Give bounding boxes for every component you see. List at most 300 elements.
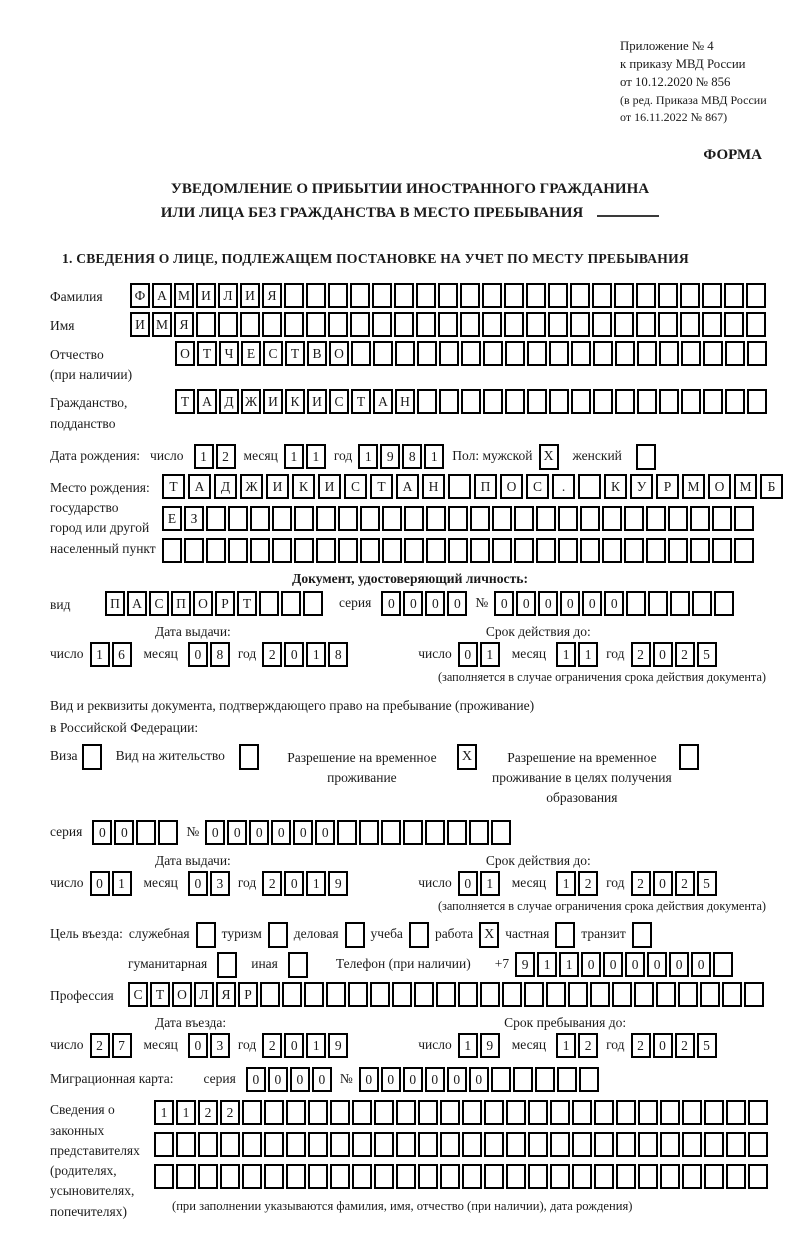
char-cell[interactable]: 0 xyxy=(582,591,602,616)
char-cell[interactable] xyxy=(439,389,459,414)
char-cell[interactable]: 0 xyxy=(284,1033,304,1058)
char-cell[interactable] xyxy=(660,1164,680,1189)
char-cell[interactable]: П xyxy=(474,474,497,499)
char-cell[interactable] xyxy=(483,341,503,366)
temp-residence-checkbox[interactable]: X xyxy=(457,744,477,770)
char-cell[interactable]: П xyxy=(171,591,191,616)
char-cell[interactable] xyxy=(326,982,346,1007)
char-cell[interactable] xyxy=(658,283,678,308)
char-cell[interactable] xyxy=(350,312,370,337)
char-cell[interactable] xyxy=(692,591,712,616)
char-cell[interactable]: 1 xyxy=(176,1100,196,1125)
char-cell[interactable]: . xyxy=(552,474,575,499)
char-cell[interactable]: И xyxy=(240,283,260,308)
char-cell[interactable] xyxy=(351,341,371,366)
char-cell[interactable] xyxy=(725,389,745,414)
char-cell[interactable]: 9 xyxy=(480,1033,500,1058)
purpose-official-checkbox[interactable] xyxy=(196,922,216,948)
char-cell[interactable] xyxy=(682,1132,702,1157)
char-cell[interactable]: С xyxy=(128,982,148,1007)
char-cell[interactable] xyxy=(272,538,292,563)
char-cell[interactable] xyxy=(491,820,511,845)
char-cell[interactable] xyxy=(484,1100,504,1125)
char-cell[interactable]: 0 xyxy=(625,952,645,977)
char-cell[interactable]: Т xyxy=(197,341,217,366)
char-cell[interactable]: С xyxy=(526,474,549,499)
char-cell[interactable] xyxy=(578,474,601,499)
char-cell[interactable] xyxy=(338,538,358,563)
char-cell[interactable] xyxy=(592,283,612,308)
char-cell[interactable]: 0 xyxy=(92,820,112,845)
char-cell[interactable] xyxy=(264,1132,284,1157)
char-cell[interactable]: 0 xyxy=(425,1067,445,1092)
char-cell[interactable] xyxy=(417,341,437,366)
char-cell[interactable]: 0 xyxy=(268,1067,288,1092)
char-cell[interactable] xyxy=(308,1100,328,1125)
char-cell[interactable] xyxy=(286,1164,306,1189)
char-cell[interactable]: 2 xyxy=(578,871,598,896)
char-cell[interactable] xyxy=(303,591,323,616)
char-cell[interactable]: А xyxy=(152,283,172,308)
char-cell[interactable] xyxy=(572,1132,592,1157)
char-cell[interactable] xyxy=(483,389,503,414)
char-cell[interactable]: 7 xyxy=(112,1033,132,1058)
char-cell[interactable]: 9 xyxy=(515,952,535,977)
char-cell[interactable] xyxy=(228,506,248,531)
char-cell[interactable]: А xyxy=(396,474,419,499)
char-cell[interactable] xyxy=(206,538,226,563)
purpose-other-checkbox[interactable] xyxy=(288,952,308,978)
char-cell[interactable] xyxy=(184,538,204,563)
char-cell[interactable] xyxy=(548,312,568,337)
char-cell[interactable]: И xyxy=(196,283,216,308)
char-cell[interactable] xyxy=(394,283,414,308)
char-cell[interactable]: В xyxy=(307,341,327,366)
char-cell[interactable] xyxy=(571,389,591,414)
char-cell[interactable]: Н xyxy=(422,474,445,499)
char-cell[interactable] xyxy=(372,283,392,308)
char-cell[interactable] xyxy=(748,1132,768,1157)
char-cell[interactable] xyxy=(724,312,744,337)
char-cell[interactable] xyxy=(438,312,458,337)
char-cell[interactable] xyxy=(594,1164,614,1189)
char-cell[interactable]: 2 xyxy=(262,642,282,667)
char-cell[interactable] xyxy=(198,1164,218,1189)
char-cell[interactable] xyxy=(374,1164,394,1189)
char-cell[interactable]: И xyxy=(307,389,327,414)
char-cell[interactable] xyxy=(746,283,766,308)
char-cell[interactable] xyxy=(328,283,348,308)
char-cell[interactable] xyxy=(250,506,270,531)
char-cell[interactable] xyxy=(286,1132,306,1157)
char-cell[interactable] xyxy=(458,982,478,1007)
char-cell[interactable] xyxy=(392,982,412,1007)
char-cell[interactable] xyxy=(502,982,522,1007)
char-cell[interactable]: Е xyxy=(241,341,261,366)
purpose-transit-checkbox[interactable] xyxy=(632,922,652,948)
char-cell[interactable]: 0 xyxy=(447,1067,467,1092)
char-cell[interactable] xyxy=(702,312,722,337)
char-cell[interactable]: 0 xyxy=(205,820,225,845)
char-cell[interactable]: Я xyxy=(262,283,282,308)
char-cell[interactable]: 2 xyxy=(216,444,236,469)
char-cell[interactable] xyxy=(330,1100,350,1125)
char-cell[interactable] xyxy=(158,820,178,845)
char-cell[interactable] xyxy=(492,506,512,531)
char-cell[interactable]: 1 xyxy=(306,444,326,469)
char-cell[interactable] xyxy=(461,389,481,414)
char-cell[interactable] xyxy=(404,506,424,531)
char-cell[interactable] xyxy=(176,1132,196,1157)
char-cell[interactable] xyxy=(506,1100,526,1125)
char-cell[interactable] xyxy=(638,1132,658,1157)
char-cell[interactable] xyxy=(747,389,767,414)
char-cell[interactable] xyxy=(154,1164,174,1189)
char-cell[interactable]: 0 xyxy=(249,820,269,845)
char-cell[interactable] xyxy=(382,538,402,563)
char-cell[interactable] xyxy=(440,1164,460,1189)
char-cell[interactable]: К xyxy=(292,474,315,499)
char-cell[interactable]: 2 xyxy=(631,871,651,896)
char-cell[interactable] xyxy=(535,1067,555,1092)
char-cell[interactable]: 2 xyxy=(220,1100,240,1125)
char-cell[interactable] xyxy=(682,1164,702,1189)
char-cell[interactable] xyxy=(372,312,392,337)
char-cell[interactable] xyxy=(491,1067,511,1092)
char-cell[interactable]: 0 xyxy=(114,820,134,845)
char-cell[interactable]: Т xyxy=(237,591,257,616)
char-cell[interactable] xyxy=(482,283,502,308)
char-cell[interactable]: 5 xyxy=(697,1033,717,1058)
char-cell[interactable] xyxy=(514,538,534,563)
char-cell[interactable]: 0 xyxy=(669,952,689,977)
char-cell[interactable] xyxy=(636,283,656,308)
char-cell[interactable] xyxy=(602,538,622,563)
char-cell[interactable] xyxy=(220,1132,240,1157)
char-cell[interactable]: Л xyxy=(194,982,214,1007)
char-cell[interactable] xyxy=(416,283,436,308)
char-cell[interactable] xyxy=(615,389,635,414)
char-cell[interactable] xyxy=(690,538,710,563)
char-cell[interactable]: Т xyxy=(370,474,393,499)
char-cell[interactable]: 1 xyxy=(458,1033,478,1058)
char-cell[interactable] xyxy=(624,506,644,531)
char-cell[interactable]: М xyxy=(174,283,194,308)
char-cell[interactable]: 8 xyxy=(210,642,230,667)
char-cell[interactable]: 1 xyxy=(424,444,444,469)
char-cell[interactable]: С xyxy=(344,474,367,499)
char-cell[interactable] xyxy=(557,1067,577,1092)
char-cell[interactable] xyxy=(382,506,402,531)
purpose-business-checkbox[interactable] xyxy=(345,922,365,948)
char-cell[interactable]: О xyxy=(193,591,213,616)
char-cell[interactable]: 0 xyxy=(312,1067,332,1092)
char-cell[interactable]: 1 xyxy=(559,952,579,977)
char-cell[interactable]: М xyxy=(152,312,172,337)
char-cell[interactable]: 0 xyxy=(653,642,673,667)
char-cell[interactable] xyxy=(646,506,666,531)
char-cell[interactable]: 0 xyxy=(538,591,558,616)
char-cell[interactable] xyxy=(528,1164,548,1189)
char-cell[interactable] xyxy=(571,341,591,366)
char-cell[interactable]: О xyxy=(175,341,195,366)
char-cell[interactable] xyxy=(712,538,732,563)
char-cell[interactable]: Б xyxy=(760,474,783,499)
char-cell[interactable]: Ж xyxy=(241,389,261,414)
char-cell[interactable]: 6 xyxy=(112,642,132,667)
char-cell[interactable] xyxy=(549,389,569,414)
char-cell[interactable]: 3 xyxy=(210,1033,230,1058)
char-cell[interactable]: 1 xyxy=(306,642,326,667)
char-cell[interactable] xyxy=(425,820,445,845)
char-cell[interactable]: Д xyxy=(214,474,237,499)
char-cell[interactable] xyxy=(550,1164,570,1189)
char-cell[interactable] xyxy=(550,1132,570,1157)
char-cell[interactable] xyxy=(570,283,590,308)
char-cell[interactable] xyxy=(678,982,698,1007)
visa-checkbox[interactable] xyxy=(82,744,102,770)
char-cell[interactable] xyxy=(370,982,390,1007)
char-cell[interactable]: Ф xyxy=(130,283,150,308)
char-cell[interactable] xyxy=(602,506,622,531)
char-cell[interactable]: 3 xyxy=(210,871,230,896)
char-cell[interactable] xyxy=(418,1132,438,1157)
char-cell[interactable] xyxy=(526,312,546,337)
char-cell[interactable] xyxy=(308,1132,328,1157)
char-cell[interactable]: 1 xyxy=(194,444,214,469)
char-cell[interactable] xyxy=(284,312,304,337)
char-cell[interactable] xyxy=(242,1164,262,1189)
char-cell[interactable]: 0 xyxy=(271,820,291,845)
char-cell[interactable] xyxy=(360,506,380,531)
char-cell[interactable] xyxy=(744,982,764,1007)
char-cell[interactable] xyxy=(726,1132,746,1157)
char-cell[interactable] xyxy=(638,1164,658,1189)
char-cell[interactable]: Т xyxy=(285,341,305,366)
char-cell[interactable]: 1 xyxy=(480,642,500,667)
char-cell[interactable]: 0 xyxy=(458,871,478,896)
char-cell[interactable] xyxy=(448,474,471,499)
char-cell[interactable] xyxy=(726,1100,746,1125)
char-cell[interactable]: О xyxy=(329,341,349,366)
char-cell[interactable] xyxy=(438,283,458,308)
char-cell[interactable] xyxy=(668,538,688,563)
char-cell[interactable]: З xyxy=(184,506,204,531)
char-cell[interactable] xyxy=(659,389,679,414)
char-cell[interactable] xyxy=(304,982,324,1007)
char-cell[interactable]: 0 xyxy=(90,871,110,896)
char-cell[interactable] xyxy=(725,341,745,366)
char-cell[interactable]: Т xyxy=(162,474,185,499)
char-cell[interactable] xyxy=(580,538,600,563)
char-cell[interactable] xyxy=(426,538,446,563)
char-cell[interactable] xyxy=(659,341,679,366)
char-cell[interactable]: 8 xyxy=(328,642,348,667)
purpose-study-checkbox[interactable] xyxy=(409,922,429,948)
char-cell[interactable] xyxy=(281,591,301,616)
char-cell[interactable]: 9 xyxy=(380,444,400,469)
char-cell[interactable]: 0 xyxy=(188,642,208,667)
char-cell[interactable] xyxy=(734,538,754,563)
char-cell[interactable] xyxy=(656,982,676,1007)
char-cell[interactable]: М xyxy=(682,474,705,499)
char-cell[interactable] xyxy=(348,982,368,1007)
char-cell[interactable]: 0 xyxy=(403,591,423,616)
char-cell[interactable] xyxy=(373,341,393,366)
char-cell[interactable] xyxy=(722,982,742,1007)
char-cell[interactable]: К xyxy=(604,474,627,499)
char-cell[interactable] xyxy=(594,1132,614,1157)
char-cell[interactable] xyxy=(572,1164,592,1189)
char-cell[interactable] xyxy=(484,1164,504,1189)
char-cell[interactable] xyxy=(524,982,544,1007)
char-cell[interactable]: Т xyxy=(351,389,371,414)
char-cell[interactable]: 5 xyxy=(697,871,717,896)
char-cell[interactable] xyxy=(558,538,578,563)
char-cell[interactable]: С xyxy=(149,591,169,616)
char-cell[interactable] xyxy=(350,283,370,308)
char-cell[interactable]: 0 xyxy=(647,952,667,977)
char-cell[interactable]: 2 xyxy=(675,871,695,896)
char-cell[interactable] xyxy=(549,341,569,366)
char-cell[interactable]: И xyxy=(263,389,283,414)
char-cell[interactable] xyxy=(360,538,380,563)
char-cell[interactable] xyxy=(746,312,766,337)
char-cell[interactable] xyxy=(436,982,456,1007)
char-cell[interactable] xyxy=(593,341,613,366)
char-cell[interactable] xyxy=(616,1132,636,1157)
char-cell[interactable] xyxy=(690,506,710,531)
char-cell[interactable]: Д xyxy=(219,389,239,414)
char-cell[interactable] xyxy=(460,312,480,337)
char-cell[interactable]: 2 xyxy=(675,1033,695,1058)
char-cell[interactable]: Ж xyxy=(240,474,263,499)
char-cell[interactable] xyxy=(448,506,468,531)
char-cell[interactable]: 8 xyxy=(402,444,422,469)
char-cell[interactable] xyxy=(439,341,459,366)
char-cell[interactable] xyxy=(492,538,512,563)
char-cell[interactable] xyxy=(330,1132,350,1157)
char-cell[interactable]: П xyxy=(105,591,125,616)
char-cell[interactable] xyxy=(242,1132,262,1157)
char-cell[interactable] xyxy=(637,389,657,414)
char-cell[interactable] xyxy=(646,538,666,563)
char-cell[interactable]: 0 xyxy=(516,591,536,616)
char-cell[interactable] xyxy=(616,1164,636,1189)
char-cell[interactable]: А xyxy=(373,389,393,414)
char-cell[interactable] xyxy=(259,591,279,616)
char-cell[interactable]: 0 xyxy=(560,591,580,616)
char-cell[interactable] xyxy=(462,1164,482,1189)
char-cell[interactable]: 2 xyxy=(631,1033,651,1058)
char-cell[interactable]: Р xyxy=(215,591,235,616)
char-cell[interactable] xyxy=(526,283,546,308)
char-cell[interactable] xyxy=(417,389,437,414)
char-cell[interactable]: 0 xyxy=(653,871,673,896)
char-cell[interactable]: 1 xyxy=(306,1033,326,1058)
char-cell[interactable] xyxy=(612,982,632,1007)
temp-residence-edu-checkbox[interactable] xyxy=(679,744,699,770)
char-cell[interactable] xyxy=(593,389,613,414)
char-cell[interactable]: Ч xyxy=(219,341,239,366)
char-cell[interactable] xyxy=(590,982,610,1007)
char-cell[interactable] xyxy=(404,538,424,563)
char-cell[interactable] xyxy=(374,1100,394,1125)
char-cell[interactable]: Л xyxy=(218,283,238,308)
char-cell[interactable]: А xyxy=(188,474,211,499)
char-cell[interactable] xyxy=(460,283,480,308)
char-cell[interactable] xyxy=(505,341,525,366)
char-cell[interactable] xyxy=(338,506,358,531)
char-cell[interactable] xyxy=(294,506,314,531)
char-cell[interactable]: 0 xyxy=(284,871,304,896)
char-cell[interactable] xyxy=(748,1164,768,1189)
char-cell[interactable] xyxy=(681,389,701,414)
char-cell[interactable] xyxy=(536,506,556,531)
char-cell[interactable]: 1 xyxy=(537,952,557,977)
char-cell[interactable] xyxy=(228,538,248,563)
char-cell[interactable]: Р xyxy=(656,474,679,499)
char-cell[interactable] xyxy=(734,506,754,531)
char-cell[interactable] xyxy=(198,1132,218,1157)
char-cell[interactable]: Т xyxy=(175,389,195,414)
char-cell[interactable] xyxy=(704,1132,724,1157)
char-cell[interactable]: 1 xyxy=(284,444,304,469)
char-cell[interactable] xyxy=(306,283,326,308)
char-cell[interactable]: 0 xyxy=(447,591,467,616)
char-cell[interactable] xyxy=(648,591,668,616)
char-cell[interactable] xyxy=(394,312,414,337)
char-cell[interactable]: 5 xyxy=(697,642,717,667)
char-cell[interactable] xyxy=(703,389,723,414)
char-cell[interactable] xyxy=(218,312,238,337)
char-cell[interactable] xyxy=(440,1100,460,1125)
char-cell[interactable] xyxy=(712,506,732,531)
char-cell[interactable] xyxy=(162,538,182,563)
residence-permit-checkbox[interactable] xyxy=(239,744,259,770)
char-cell[interactable] xyxy=(680,312,700,337)
char-cell[interactable]: А xyxy=(197,389,217,414)
char-cell[interactable]: 2 xyxy=(631,642,651,667)
char-cell[interactable]: Я xyxy=(216,982,236,1007)
char-cell[interactable] xyxy=(461,341,481,366)
char-cell[interactable]: 0 xyxy=(188,871,208,896)
char-cell[interactable] xyxy=(282,982,302,1007)
char-cell[interactable]: И xyxy=(318,474,341,499)
char-cell[interactable] xyxy=(636,312,656,337)
char-cell[interactable] xyxy=(359,820,379,845)
char-cell[interactable] xyxy=(594,1100,614,1125)
char-cell[interactable] xyxy=(308,1164,328,1189)
char-cell[interactable] xyxy=(513,1067,533,1092)
char-cell[interactable] xyxy=(262,312,282,337)
char-cell[interactable]: 2 xyxy=(578,1033,598,1058)
char-cell[interactable] xyxy=(527,389,547,414)
char-cell[interactable] xyxy=(136,820,156,845)
char-cell[interactable] xyxy=(395,341,415,366)
char-cell[interactable] xyxy=(592,312,612,337)
char-cell[interactable]: 0 xyxy=(403,1067,423,1092)
char-cell[interactable]: Е xyxy=(162,506,182,531)
char-cell[interactable] xyxy=(480,982,500,1007)
char-cell[interactable]: Н xyxy=(395,389,415,414)
char-cell[interactable] xyxy=(206,506,226,531)
char-cell[interactable] xyxy=(260,982,280,1007)
char-cell[interactable]: 2 xyxy=(262,1033,282,1058)
char-cell[interactable] xyxy=(381,820,401,845)
char-cell[interactable] xyxy=(514,506,534,531)
char-cell[interactable] xyxy=(470,538,490,563)
